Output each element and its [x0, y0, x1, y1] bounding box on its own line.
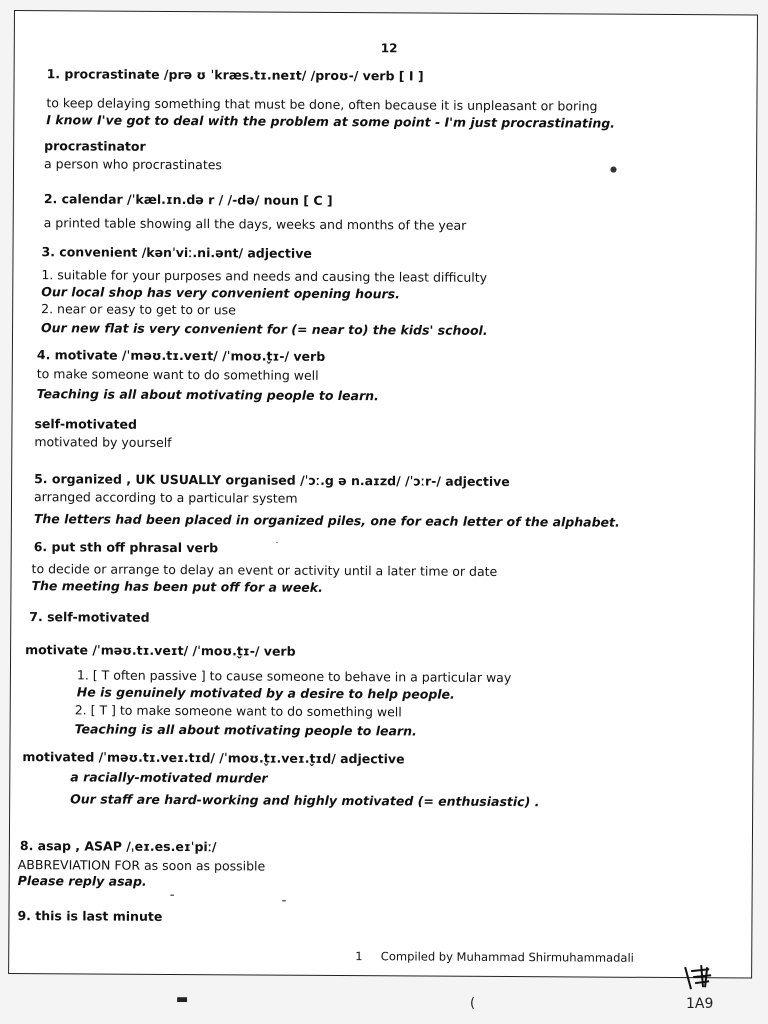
scan-mark: (	[470, 996, 476, 1011]
entry-line: ABBREVIATION FOR as soon as possible	[17, 857, 266, 874]
dust-mark: -	[169, 886, 175, 903]
entry-line: 8. asap , ASAP /ˌeɪ.es.eɪˈpiː/	[19, 838, 217, 855]
scan-mark: ▬	[176, 992, 189, 1007]
entry-line: 1. procrastinate /prə ʊ ˈkræs.tɪ.neɪt/ /proʊ-/ verb [ I ]	[46, 66, 424, 84]
entry-line: 2. calendar /ˈkæl.ɪn.də r / /-də/ noun [ C ]	[43, 191, 333, 208]
dust-mark: -	[275, 538, 279, 547]
page-number: 12	[380, 41, 398, 56]
entry-line: 7. self-motivated	[29, 609, 150, 625]
entry-line: 4. motivate /ˈməʊ.tɪ.veɪt/ /ˈmoʊ.t̬ɪ-/ verb	[36, 347, 326, 364]
entry-line: Teaching is all about motivating people to learn.	[36, 386, 379, 404]
entry-line: 3. convenient /kənˈviː.ni.ənt/ adjective	[41, 244, 312, 261]
entry-line: The meeting has been put off for a week.	[31, 578, 323, 595]
entry-line: 2. [ T ] to make someone want to do something well	[74, 702, 402, 720]
entry-line: a printed table showing all the days, weeks and months of the year	[43, 215, 467, 233]
entry-line: arranged according to a particular system	[33, 489, 298, 506]
entry-line: to keep delaying something that must be done, often because it is unpleasant or boring	[46, 95, 598, 114]
entry-line: 9. this is last minute	[17, 908, 163, 924]
entry-line: a person who procrastinates	[44, 156, 223, 173]
entry-line: Please reply asap.	[17, 873, 147, 889]
dust-mark: -	[281, 892, 287, 909]
entry-line: The letters had been placed in organized piles, one for each letter of the alphabet.	[33, 511, 620, 530]
entry-line: Teaching is all about motivating people to learn.	[74, 721, 417, 739]
entry-line: 5. organized , UK USUALLY organised /ˈɔː.g ə n.aɪzd/ /ˈɔːr-/ adjective	[34, 471, 510, 490]
entry-line: 1. [ T often passive ] to cause someone to behave in a particular way	[76, 667, 512, 686]
page-footer	[355, 949, 634, 965]
entry-line: to make someone want to do something well	[36, 366, 319, 383]
entry-line: 6. put sth off phrasal verb	[33, 539, 219, 556]
entry-line: Our local shop has very convenient opening hours.	[41, 284, 400, 302]
entry-line: motivate /ˈməʊ.tɪ.veɪt/ /ˈmoʊ.t̬ɪ-/ verb	[25, 642, 296, 659]
entry-line: motivated /ˈməʊ.tɪ.veɪ.tɪd/ /ˈmoʊ.t̬ɪ.veɪ.t̬ɪd/ adjective	[22, 749, 405, 767]
entry-line: to decide or arrange to delay an event or activity until a later time or date	[31, 561, 498, 579]
footer-credit: Compiled by Muhammad Shirmuhammadali	[380, 949, 634, 965]
entry-line: I know I've got to deal with the problem at some point - I'm just procrastinating.	[46, 112, 615, 131]
entry-line: 1. suitable for your purposes and needs and causing the least difficulty	[41, 267, 488, 285]
entry-line: motivated by yourself	[34, 434, 172, 450]
entry-line: Our new flat is very convenient for (= near to) the kids' school.	[41, 320, 488, 338]
handwritten-note: 1A9	[686, 996, 714, 1012]
entry-line: He is genuinely motivated by a desire to help people.	[76, 684, 455, 702]
handwritten-signature-icon	[681, 961, 715, 991]
entry-line: self-motivated	[34, 416, 137, 432]
entry-line: procrastinator	[44, 138, 146, 154]
entry-line: 2. near or easy to get to or use	[41, 301, 236, 318]
dust-mark: ●	[610, 164, 618, 174]
entry-line: a racially-motivated murder	[70, 769, 268, 786]
document-page	[8, 10, 758, 979]
footer-number: 1	[355, 949, 363, 964]
entry-line: Our staff are hard-working and highly motivated (= enthusiastic) .	[70, 791, 540, 810]
